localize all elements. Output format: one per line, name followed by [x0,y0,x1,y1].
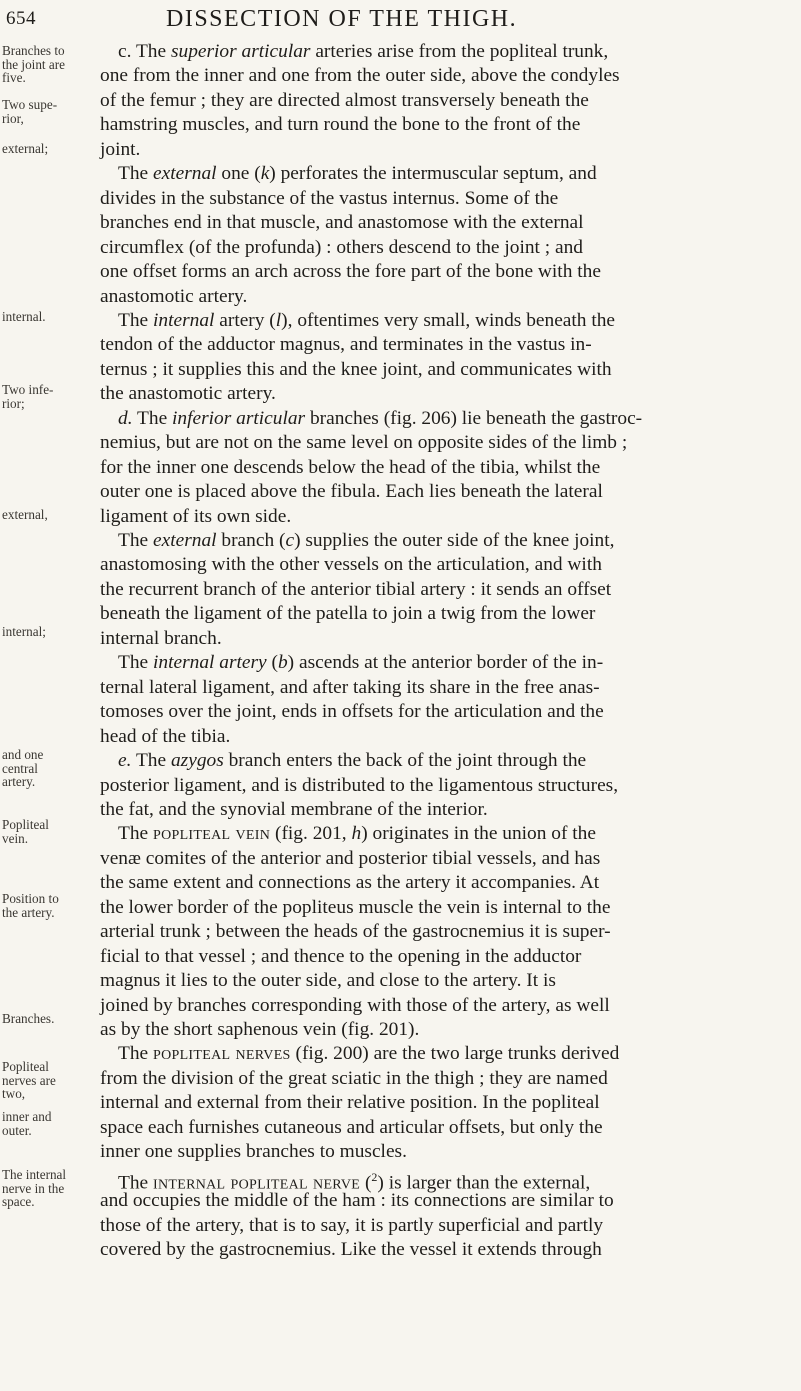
text-line: covered by the gastrocnemius. Like the vessel it extends through [100,1239,602,1261]
margin-note [2,892,94,919]
text-line: the fat, and the synovial membrane of the interior. [100,798,488,820]
text-line: The popliteal nerves (fig. 200) are the two large trunks derived [118,1043,620,1065]
text-line: ficial to that vessel ; and thence to the opening in the adductor [100,945,582,967]
margin-note-line: space. [2,1194,35,1209]
text-line: one offset forms an arch across the fore part of the bone with the [100,261,601,283]
margin-note [2,383,94,410]
text-line: anastomotic artery. [100,285,248,307]
text-line: The internal artery (l), oftentimes very small, winds beneath the [118,309,616,331]
text-line: nemius, but are not on the same level on opposite sides of the limb ; [100,432,628,454]
text-line: The external branch (c) supplies the outer side of the knee joint, [118,530,615,551]
margin-note [2,98,94,125]
margin-note-line: internal. [2,309,46,324]
text-line: tomoses over the joint, ends in offsets for the articulation and the [100,701,604,723]
text-line: internal branch. [100,627,222,649]
text-line: venæ comites of the anterior and posterior tibial vessels, and has [100,847,601,869]
margin-note-line: rior; [2,395,25,411]
margin-note [2,625,94,639]
text-line: one from the inner and one from the outer side, above the condyles [100,65,620,87]
margin-note-line: Two infe- [2,382,54,397]
text-line: joined by branches corresponding with those of the artery, as well [100,994,610,1016]
text-line: beneath the ligament of the patella to join a twig from the lower [100,603,596,625]
margin-note-line: artery. [2,774,36,789]
margin-note-line: Branches. [2,1011,55,1026]
text-line: the same extent and connections as the artery it accompanies. At [100,872,600,894]
margin-note-line: two, [2,1086,26,1101]
margin-note [2,44,94,85]
margin-note-line: Two supe- [2,97,58,112]
text-line: The internal popliteal nerve ($^2$) is larger than the external, [118,1169,591,1194]
margin-note-line: Branches to [2,43,65,58]
text-line: as by the short saphenous vein (fig. 201). [100,1019,420,1040]
running-head: DISSECTION OF THE THIGH. [166,6,518,32]
text-line: magnus it lies to the outer side, and close to the artery. It is [100,970,556,992]
margin-note [2,1110,94,1137]
margin-note-line: five. [2,70,26,85]
text-line: the recurrent branch of the anterior tibial artery : it sends an offset [100,578,612,600]
margin-note [2,142,94,156]
text-line: outer one is placed above the fibula. Each lies beneath the lateral [100,481,603,503]
page-number: 654 [6,8,36,29]
text-line: joint. [100,138,141,160]
margin-note-line: central [2,760,38,776]
margin-note [2,1168,94,1209]
text-line: d. The inferior articular branches (fig. 206) lie beneath the gastroc- [118,407,643,429]
margin-note-line: the joint are [2,56,65,72]
text-line: ternus ; it supplies this and the knee joint, and communicates with [100,358,612,380]
text-line: space each furnishes cutaneous and articular offsets, but only the [100,1116,603,1138]
margin-note-line: Popliteal [2,1059,49,1074]
text-line: head of the tibia. [100,725,231,747]
text-line: divides in the substance of the vastus internus. Some of the [100,187,559,209]
text-line: ternal lateral ligament, and after taking its share in the free anas- [100,676,600,698]
text-line: e. The azygos branch enters the back of the joint through the [118,750,587,772]
margin-note-line: Position to [2,891,59,906]
text-line: branches end in that muscle, and anastomose with the external [100,212,584,234]
margin-note-line: vein. [2,830,29,846]
margin-note [2,1060,94,1101]
margin-note-line: The internal [2,1167,67,1182]
text-line: the anastomotic artery. [100,383,276,405]
margin-note-line: outer. [2,1122,32,1138]
margin-note-line: external, [2,507,48,522]
text-line: for the inner one descends below the head of the tibia, whilst the [100,456,601,478]
text-line: tendon of the adductor magnus, and terminates in the vastus in- [100,334,592,356]
margin-note-line: the artery. [2,904,55,920]
margin-note [2,508,94,522]
margin-note [2,1012,94,1026]
text-line: internal and external from their relative position. In the popliteal [100,1092,600,1114]
text-line: ligament of its own side. [100,505,292,527]
text-line: c. The superior articular arteries arise from the popliteal trunk, [118,41,609,62]
text-line: anastomosing with the other vessels on the articulation, and with [100,554,602,576]
margin-note-line: Popliteal [2,817,49,832]
text-line: posterior ligament, and is distributed to the ligamentous structures, [100,774,619,796]
margin-note-line: and one [2,747,44,762]
margin-note-line: external; [2,141,49,156]
page-header [0,0,801,36]
text-line: The external one (k) perforates the intermuscular septum, and [118,163,597,185]
margin-note [2,818,94,845]
text-line: from the division of the great sciatic in the thigh ; they are named [100,1067,608,1089]
text-line: inner one supplies branches to muscles. [100,1141,407,1163]
text-line: the lower border of the popliteus muscle the vein is internal to the [100,896,611,918]
text-line: hamstring muscles, and turn round the bone to the front of the [100,114,581,136]
margin-note [2,310,94,324]
text-line: and occupies the middle of the ham : its connections are similar to [100,1190,614,1212]
text-line: those of the artery, that is to say, it is partly superficial and partly [100,1214,604,1236]
text-line: of the femur ; they are directed almost transversely beneath the [100,89,589,111]
margin-note-line: inner and [2,1109,52,1124]
margin-note-line: nerves are [2,1072,56,1088]
text-line: circumflex (of the profunda) : others descend to the joint ; and [100,236,583,258]
text-line: arterial trunk ; between the heads of the gastrocnemius it is super- [100,921,611,943]
margin-note-line: rior, [2,110,24,126]
margin-note-line: internal; [2,624,46,639]
text-line: The popliteal vein (fig. 201, h) originates in the union of the [118,823,596,845]
margin-note [2,748,94,789]
margin-note-line: nerve in the [2,1180,65,1196]
text-line: The internal artery (b) ascends at the anterior border of the in- [118,652,604,674]
